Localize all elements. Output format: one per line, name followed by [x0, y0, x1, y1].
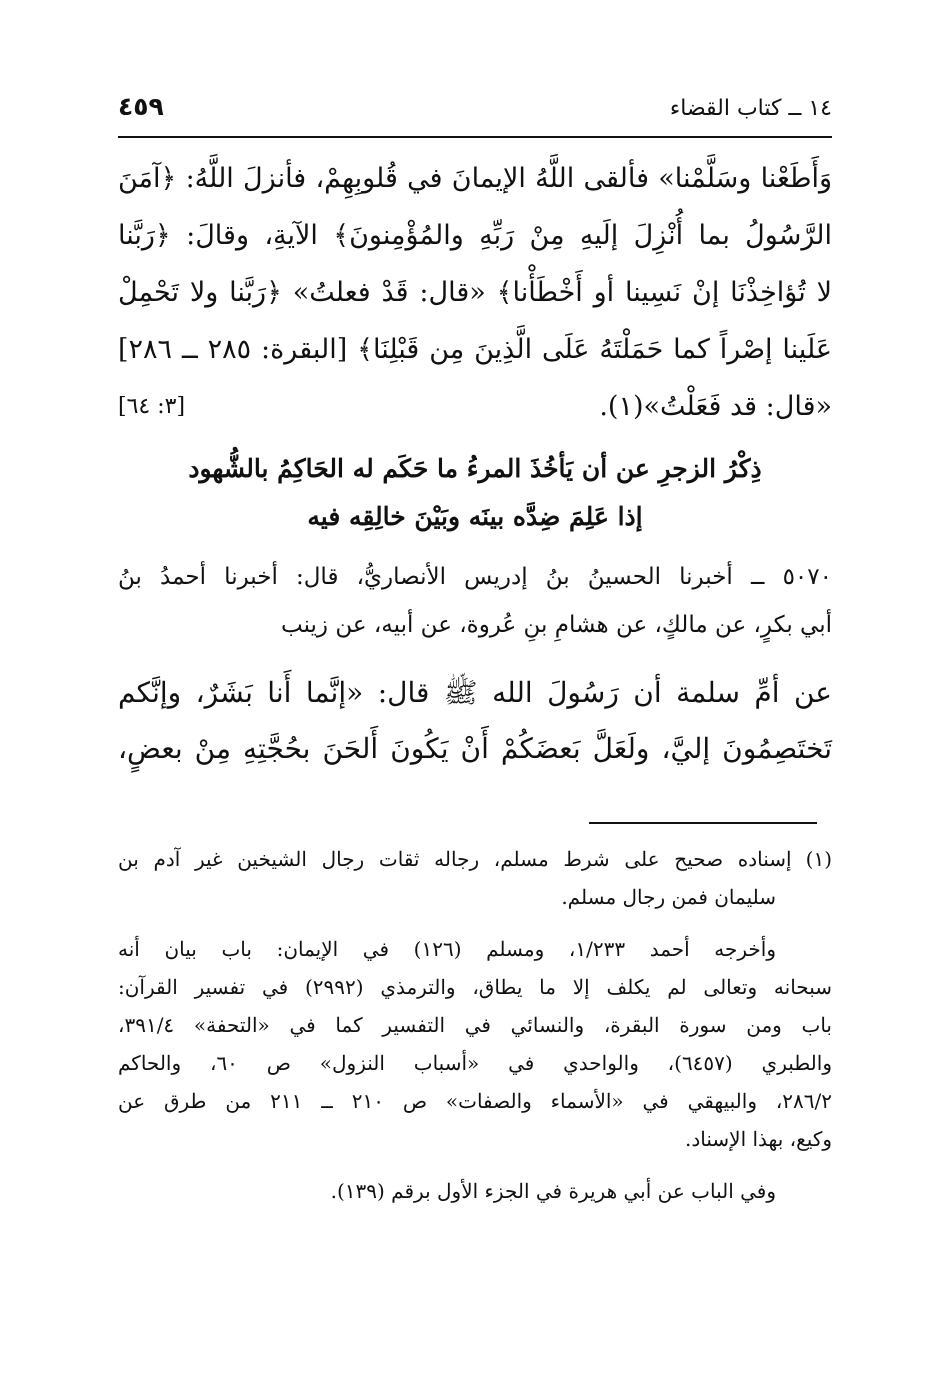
isnad-line: أبي بكرٍ، عن مالكٍ، عن هشامِ بنِ عُروة، عن أبيه، عن زينب — [281, 612, 832, 638]
takhrij-line: وأخرجه أحمد ١/٢٣٣، ومسلم (١٢٦) في الإيمان: باب بيان أنه — [118, 937, 776, 961]
quote-line: عَلَينا إصْراً كما حَمَلْتَهُ عَلَى الَّذِينَ مِن قَبْلِنَا﴾ [البقرة: ٢٨٥ ــ ٢٨٦] — [118, 334, 832, 365]
quote-block — [118, 150, 832, 435]
hadith-matn — [118, 665, 832, 777]
page-number: ٤٥٩ — [118, 92, 164, 121]
quote-line-text: «قال: قد فَعَلْتُ»(١). — [599, 391, 832, 422]
footnotes — [118, 840, 832, 1210]
volume-reference: [٣: ٦٤] — [118, 394, 186, 419]
quote-line-last — [118, 378, 832, 435]
main-text — [118, 150, 832, 777]
footnote-1-line: سليمان فمن رجال مسلم. — [561, 885, 776, 909]
takhrij-line: ٢٨٦/٢، والبيهقي في «الأسماء والصفات» ص ٢١٠ ــ ٢١١ من طرق عن — [118, 1089, 832, 1113]
takhrij-line: والطبري (٦٤٥٧)، والواحدي في «أسباب النزول» ص ٦٠، والحاكم — [118, 1051, 832, 1075]
footnote-1-line — [118, 840, 832, 878]
extra-reference-line: وفي الباب عن أبي هريرة في الجزء الأول برقم (١٣٩). — [330, 1179, 776, 1203]
chapter-heading-line1: ذِكْرُ الزجرِ عن أن يَأخُذَ المرءُ ما حَكَم له الحَاكِمُ بالشُّهود — [188, 454, 762, 483]
matn-line: تَختَصِمُونَ إليَّ، ولَعَلَّ بَعضَكُمْ أَنْ يَكُونَ أَلحَنَ بحُجَّتِهِ مِنْ بعضٍ، — [118, 732, 832, 765]
chapter-running-title: ١٤ ــ كتاب القضاء — [669, 96, 832, 121]
takhrij-line: باب ومن سورة البقرة، والنسائي في التفسير كما في «التحفة» ٣٩١/٤، — [118, 1013, 832, 1037]
matn-line: عن أمِّ سلمة أن رَسُولَ الله ﷺ قال: «إنَّما أَنا بَشَرٌ، وإنَّكم — [118, 676, 832, 709]
takhrij-line: وكيع، بهذا الإسناد. — [685, 1127, 832, 1151]
chapter-heading-line2: إذا عَلِمَ ضِدَّه بينَه وبَيْنَ خالِقِه فيه — [307, 502, 643, 531]
takhrij-line: سبحانه وتعالى لم يكلف إلا ما يطاق، والترمذي (٢٩٩٢) في تفسير القرآن: — [118, 975, 832, 999]
isnad-line: ٥٠٧٠ ــ أخبرنا الحسينُ بنُ إدريس الأنصاريُّ، قال: أخبرنا أحمدُ بنُ — [118, 564, 832, 590]
footnote-divider — [589, 822, 817, 824]
running-header — [118, 92, 832, 132]
footnote-text: إسناده صحيح على شرط مسلم، رجاله ثقات رجال الشيخين غير آدم بن — [118, 847, 792, 871]
quote-line: الرَّسُولُ بما أُنْزِلَ إلَيهِ مِنْ رَبِّهِ والمُؤْمِنونَ﴾ الآيةِ، وقالَ: ﴿رَبَّنا — [118, 220, 832, 251]
chapter-heading — [118, 445, 832, 541]
hadith-isnad — [118, 553, 832, 649]
footnote-number: (١) — [805, 847, 832, 871]
quote-line: لا تُؤاخِذْنَا إنْ نَسِينا أو أَخْطَأْنا﴾ «قال: قَدْ فعلتُ» ﴿رَبَّنا ولا تَحْمِلْ — [118, 277, 832, 308]
quote-line: وَأَطَعْنا وسَلَّمْنا» فألقى اللَّهُ الإيمانَ في قُلوبِهِمْ، فأنزلَ اللَّهُ: ﴿آمَنَ — [118, 163, 832, 194]
header-divider — [118, 136, 832, 138]
